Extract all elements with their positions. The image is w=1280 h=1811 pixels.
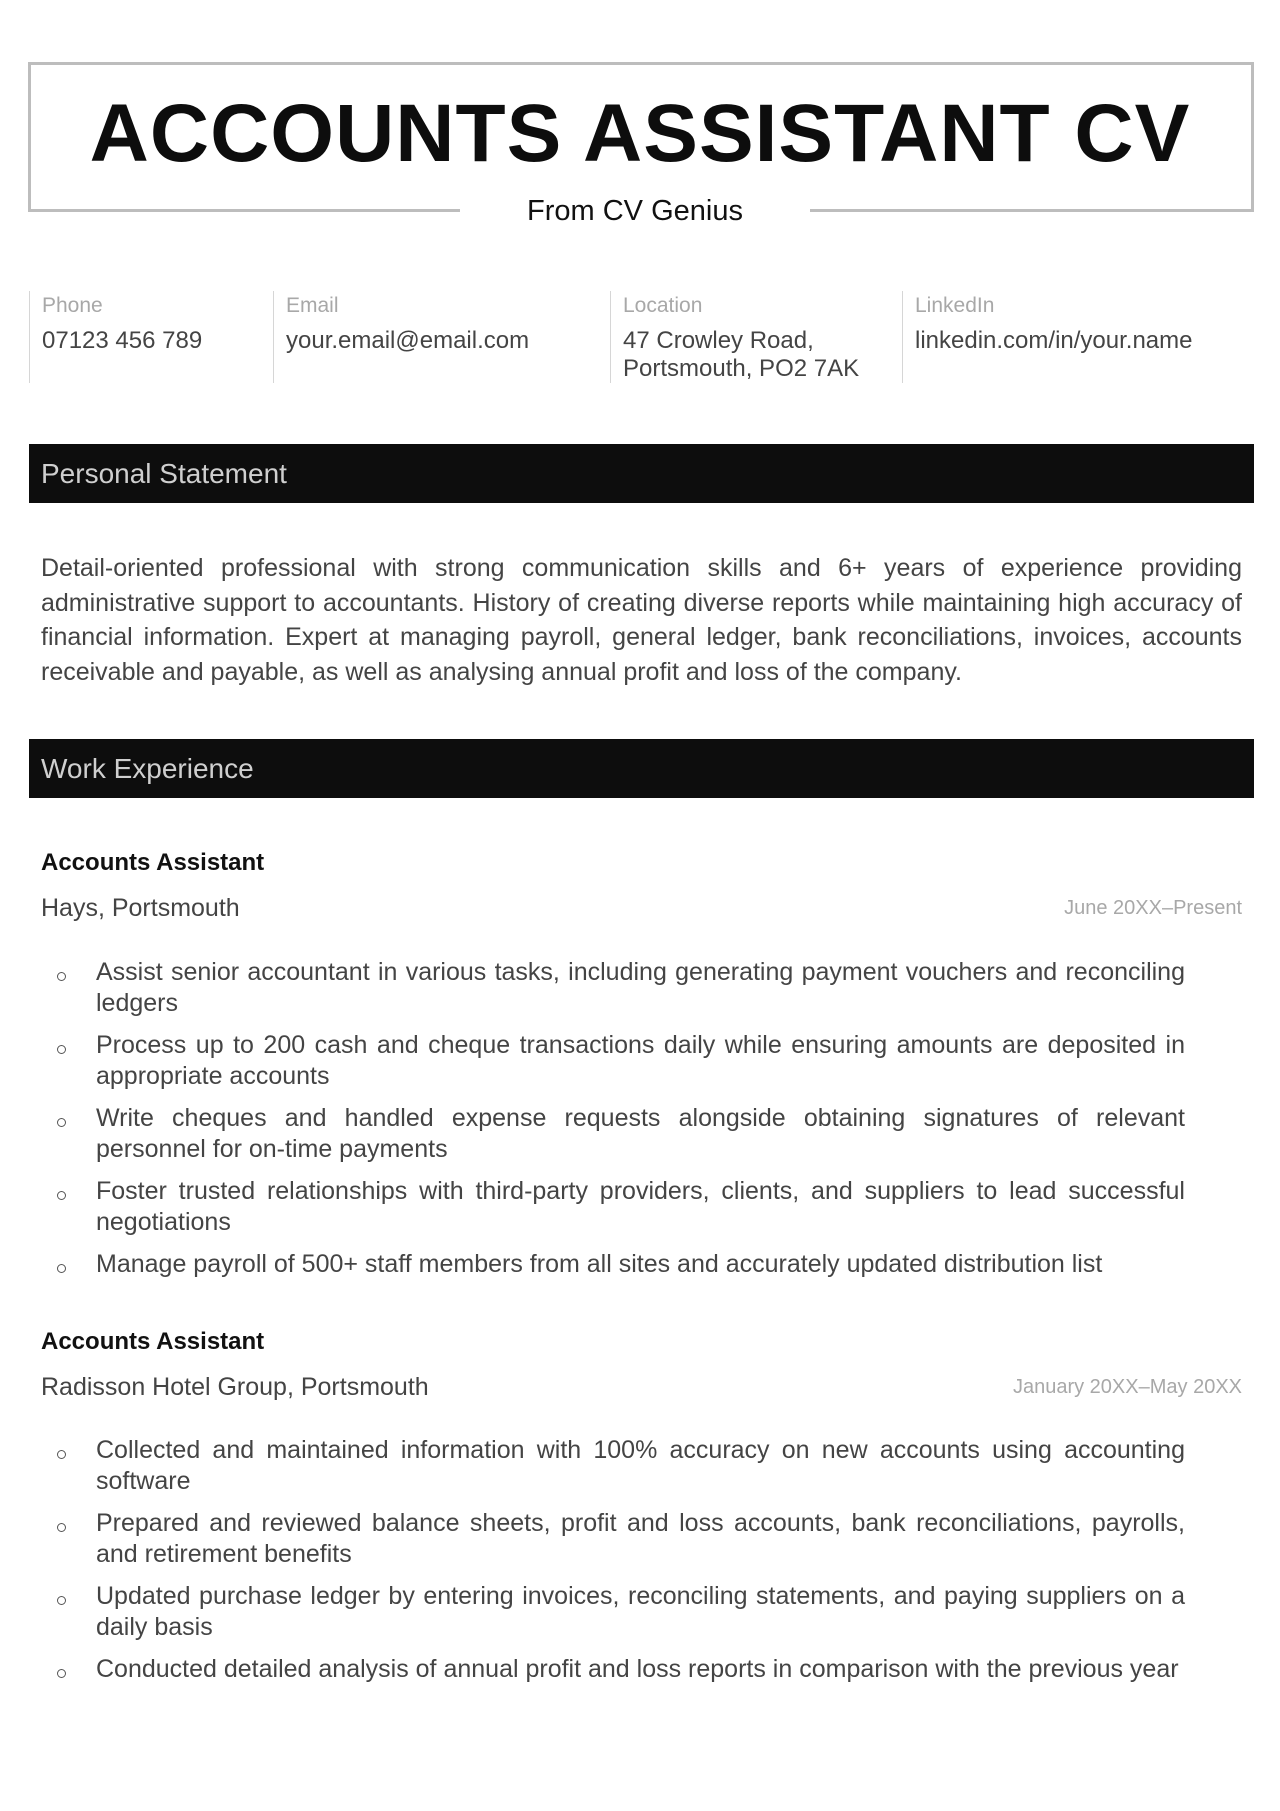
list-item [55,1654,1185,1685]
list-item [55,1030,1185,1092]
bullet-text: Foster trusted relationships with third-party providers, clients, and suppliers to lead successful negotiations [96,1177,1185,1236]
section-header-personal-statement [29,444,1254,503]
job-company: Hays, Portsmouth [41,894,240,922]
bullet-text: Prepared and reviewed balance sheets, profit and loss accounts, bank reconciliations, payrolls, and retirement benefits [96,1509,1185,1568]
list-item [55,1508,1185,1570]
circle-bullet-icon [57,1596,66,1605]
job-bullet-list [55,1435,1185,1696]
list-item [55,957,1185,1019]
section-header-work-experience [29,739,1254,798]
circle-bullet-icon [57,1450,66,1459]
list-item [55,1249,1185,1280]
page-subtitle: From CV Genius [527,195,743,227]
contact-value: linkedin.com/in/your.name [915,327,1193,354]
job-bullet-list [55,957,1185,1291]
list-item [55,1435,1185,1497]
job-title: Accounts Assistant [41,1328,265,1355]
list-item [55,1176,1185,1238]
list-item [55,1103,1185,1165]
section-title: Personal Statement [41,458,287,489]
bullet-text: Manage payroll of 500+ staff members from all sites and accurately updated distribution list [96,1250,1103,1278]
contact-value: 47 Crowley Road, Portsmouth, PO2 7AK [623,327,860,382]
list-item [55,1581,1185,1643]
circle-bullet-icon [57,1264,66,1273]
circle-bullet-icon [57,1669,66,1678]
bullet-text: Conducted detailed analysis of annual profit and loss reports in comparison with the previous year [96,1655,1179,1683]
circle-bullet-icon [57,1523,66,1532]
contact-label: Phone [42,294,103,317]
bullet-text: Process up to 200 cash and cheque transactions daily while ensuring amounts are deposited in appropriate accounts [96,1031,1185,1090]
circle-bullet-icon [57,972,66,981]
personal-statement-text: Detail-oriented professional with strong communication skills and 6+ years of experience providing administrative support to accountants. History of creating diverse reports while maintaining high accuracy of financial information. Expert at managing payroll, general ledger, bank reconciliations, invoices, accounts receivable and payable, as well as analysing annual profit and loss of the company. [41,554,1242,686]
circle-bullet-icon [57,1118,66,1127]
circle-bullet-icon [57,1191,66,1200]
contact-label: Email [286,294,339,317]
circle-bullet-icon [57,1045,66,1054]
bullet-text: Collected and maintained information with 100% accuracy on new accounts using accounting software [96,1436,1185,1495]
contact-linkedin [902,291,1254,383]
contact-label: LinkedIn [915,294,995,317]
job-company: Radisson Hotel Group, Portsmouth [41,1373,429,1401]
contact-value: your.email@email.com [286,327,530,354]
contact-row [0,291,1280,383]
contact-label: Location [623,294,703,317]
contact-value: 07123 456 789 [42,327,203,354]
contact-email [273,291,610,383]
bullet-text: Updated purchase ledger by entering invoices, reconciling statements, and paying suppliers on a daily basis [96,1582,1185,1641]
contact-location [610,291,902,383]
job-title: Accounts Assistant [41,849,265,876]
job-dates: June 20XX–Present [1064,897,1242,919]
contact-phone [29,291,274,383]
section-title: Work Experience [41,753,254,784]
job-dates: January 20XX–May 20XX [1012,1376,1242,1398]
page-title: ACCOUNTS ASSISTANT CV [89,88,1191,179]
bullet-text: Write cheques and handled expense requests alongside obtaining signatures of relevant personnel for on-time payments [96,1104,1185,1163]
bullet-text: Assist senior accountant in various tasks, including generating payment vouchers and reconciling ledgers [96,958,1185,1017]
